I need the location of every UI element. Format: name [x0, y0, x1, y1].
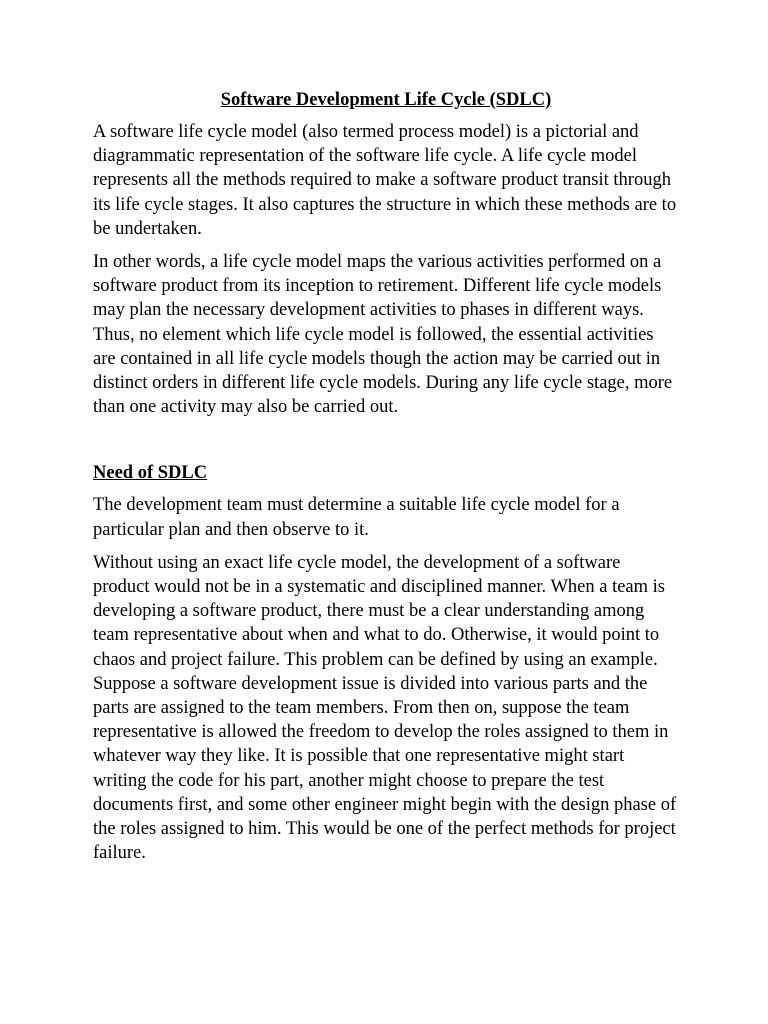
section-paragraph: Without using an exact life cycle model, the development of a software product would not be in a systematic and disciplined manner. When a team is developing a software product, there must be a clear understanding among team representative about when and what to do. Otherwise, it would point to chaos and project failure. This problem can be defined by using an example. Suppose a software development issue is divided into various parts and the parts are assigned to the team members. From then on, suppose the team representative is allowed the freedom to develop the roles assigned to them in whatever way they like. It is possible that one representative might start writing the code for his part, another might choose to prepare the test documents first, and some other engineer might begin with the design phase of the roles assigned to him. This would be one of the perfect methods for project failure.	[93, 552, 677, 864]
section-paragraph: The development team must determine a suitable life cycle model for a particular plan and then observe to it.	[93, 495, 620, 540]
document-title: Software Development Life Cycle (SDLC)	[220, 90, 552, 110]
section-heading: Need of SDLC	[93, 463, 208, 484]
section-spacer	[93, 428, 679, 461]
intro-paragraph: In other words, a life cycle model maps the various activities performed on a software product from its inception to retirement. Different life cycle models may plan the necessary development activities to phases in different ways. Thus, no element which life cycle model is followed, the essential activities are contained in all life cycle models though the action may be carried out in distinct orders in different life cycle models. During any life cycle stage, more than one activity may also be carried out.	[93, 252, 673, 418]
document-page	[93, 88, 679, 874]
intro-paragraph: A software life cycle model (also termed process model) is a pictorial and diagrammatic representation of the software life cycle. A life cycle model represents all the methods required to make a software product transit through its life cycle stages. It also captures the structure in which these methods are to be undertaken.	[93, 122, 677, 239]
